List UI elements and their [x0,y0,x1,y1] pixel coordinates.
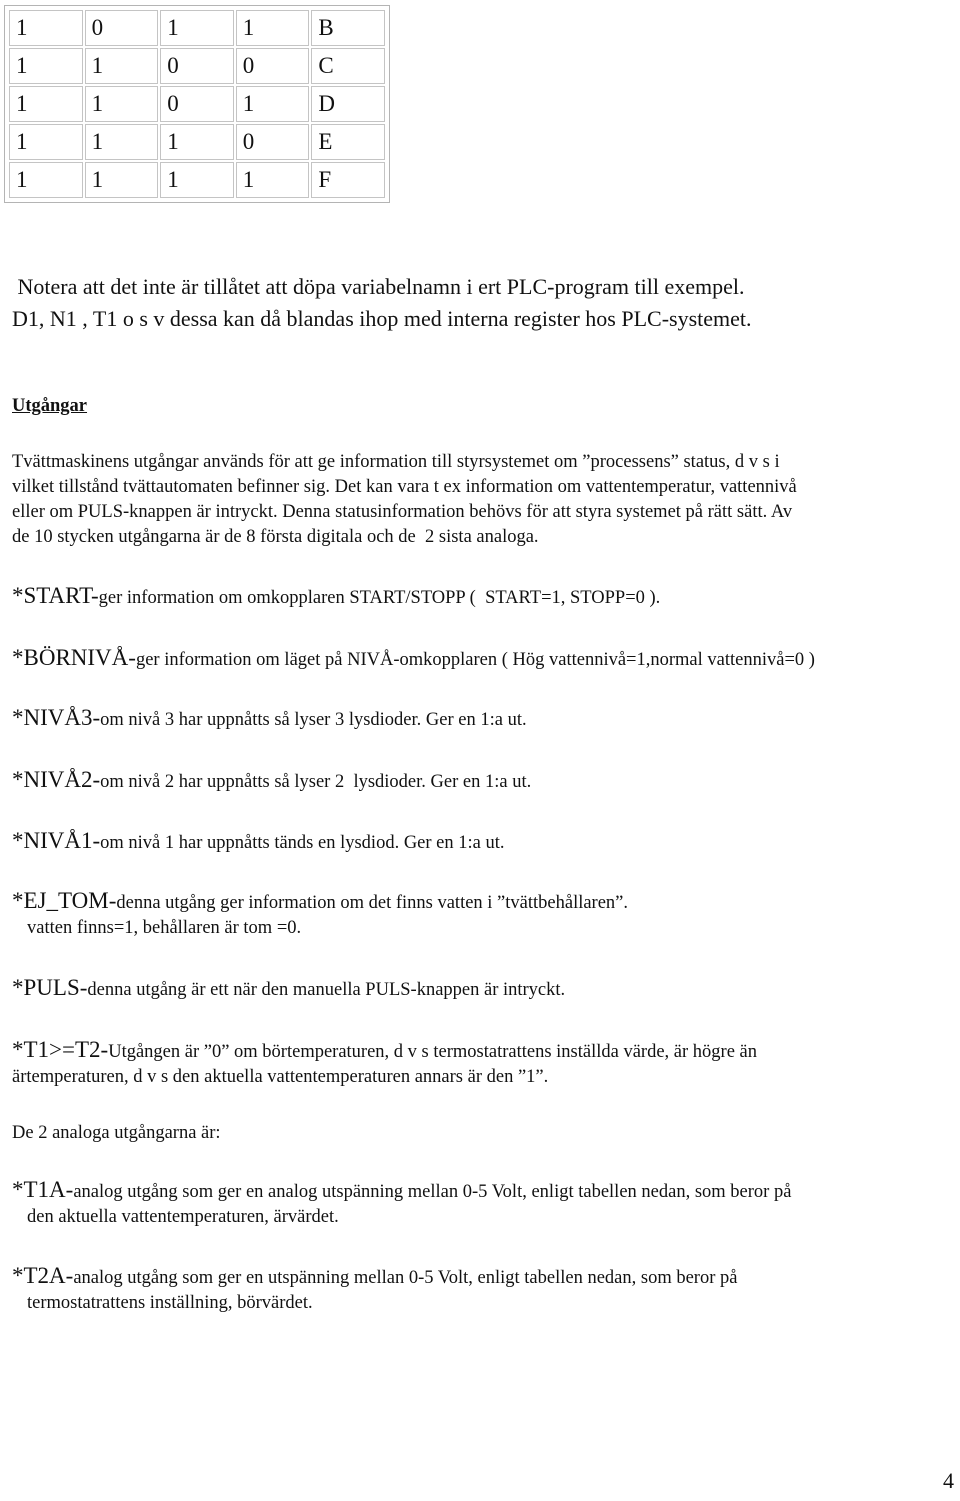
table-cell: 1 [9,10,83,46]
output-text: Utgången är ”0” om börtemperaturen, d v s termostatrattens inställda värde, är högre än [108,1042,758,1062]
table-cell: E [311,124,385,160]
table-cell: 1 [9,86,83,122]
output-text: denna utgång ger information om det finns vatten i ”tvättbehållaren”. [116,893,629,913]
output-text: om nivå 1 har uppnåtts tänds en lysdiod. Ger en 1:a ut. [100,833,505,853]
output-text-line2: termostatrattens inställning, börvärdet. [27,1293,313,1313]
output-key: *T1>=T2- [12,1037,109,1062]
output-text: analog utgång som ger en analog utspänning mellan 0-5 Volt, enligt tabellen nedan, som beror på [73,1182,792,1202]
output-text-line2: den aktuella vattentemperaturen, ärvärdet. [27,1207,339,1227]
output-text: analog utgång som ger en utspänning mellan 0-5 Volt, enligt tabellen nedan, som beror på [73,1268,738,1288]
output-text: ger information om läget på NIVÅ-omkopplaren ( Hög vattennivå=1,normal vattennivå=0 ) [135,650,815,670]
output-bornniva [12,645,815,673]
table-cell: 1 [160,162,234,198]
table-cell: 1 [9,162,83,198]
table-cell: 1 [236,86,310,122]
analog-intro: De 2 analoga utgångarna är: [12,1123,221,1143]
output-key: *NIVÅ3- [12,705,101,730]
output-text: denna utgång är ett när den manuella PULS-knappen är intryckt. [87,980,566,1000]
table-cell: 1 [85,48,159,84]
note-line: Notera att det inte är tillåtet att döpa variabelnamn i ert PLC-program till exempel. [12,274,745,299]
table-row [9,10,385,46]
output-t2a [12,1263,737,1316]
output-niva1 [12,828,505,856]
output-t1t2 [12,1037,757,1090]
table-cell: 1 [236,162,310,198]
intro-line: Tvättmaskinens utgångar används för att ge information till styrsystemet om ”processens” status, d v s i [12,452,780,472]
output-key: *NIVÅ1- [12,828,101,853]
output-text-line2: ärtemperaturen, d v s den aktuella vattentemperaturen annars är den ”1”. [12,1067,549,1087]
table-cell: F [311,162,385,198]
table-cell: 1 [160,10,234,46]
output-t1a [12,1177,791,1230]
output-text: ger information om omkopplaren START/STOPP ( START=1, STOPP=0 ). [98,588,661,608]
output-key: *START- [12,583,99,608]
section-heading: Utgångar [12,396,88,416]
table-cell: 1 [85,124,159,160]
table-cell: C [311,48,385,84]
output-text: om nivå 2 har uppnåtts så lyser 2 lysdioder. Ger en 1:a ut. [100,772,532,792]
output-text-line2: vatten finns=1, behållaren är tom =0. [27,918,302,938]
output-key: *EJ_TOM- [12,888,117,913]
table-cell: 0 [236,48,310,84]
output-key: *NIVÅ2- [12,767,101,792]
note-paragraph [12,271,752,335]
output-puls [12,975,565,1003]
output-start [12,583,660,611]
table-cell: 0 [85,10,159,46]
intro-line: vilket tillstånd tvättautomaten befinner sig. Det kan vara t ex information om vattentemperatur, vattennivå [12,477,797,497]
table-cell: D [311,86,385,122]
table-cell: 0 [160,86,234,122]
table-cell: 1 [160,124,234,160]
intro-line: de 10 stycken utgångarna är de 8 första digitala och de 2 sista analoga. [12,527,539,547]
table-cell: 0 [160,48,234,84]
page-number: 4 [943,1468,954,1493]
table-cell: 1 [85,86,159,122]
table-cell: 1 [9,48,83,84]
output-key: *PULS- [12,975,88,1000]
note-line: D1, N1 , T1 o s v dessa kan då blandas ihop med interna register hos PLC-systemet. [12,306,752,331]
output-key: *T1A- [12,1177,74,1202]
output-text: om nivå 3 har uppnåtts så lyser 3 lysdioder. Ger en 1:a ut. [100,710,527,730]
table-cell: 1 [236,10,310,46]
table-cell: B [311,10,385,46]
output-key: *T2A- [12,1263,74,1288]
table-cell: 1 [9,124,83,160]
intro-paragraph [12,450,797,550]
table-row [9,48,385,84]
table-cell: 0 [236,124,310,160]
table-row [9,86,385,122]
intro-line: eller om PULS-knappen är intryckt. Denna statusinformation behövs för att styra systemet på rätt sätt. Av [12,502,793,522]
table-row [9,124,385,160]
output-niva3 [12,705,527,733]
output-key: *BÖRNIVÅ- [12,645,136,670]
output-niva2 [12,767,531,795]
table-row [9,162,385,198]
table-cell: 1 [85,162,159,198]
output-ejtom [12,888,628,941]
truth-table [4,5,390,203]
